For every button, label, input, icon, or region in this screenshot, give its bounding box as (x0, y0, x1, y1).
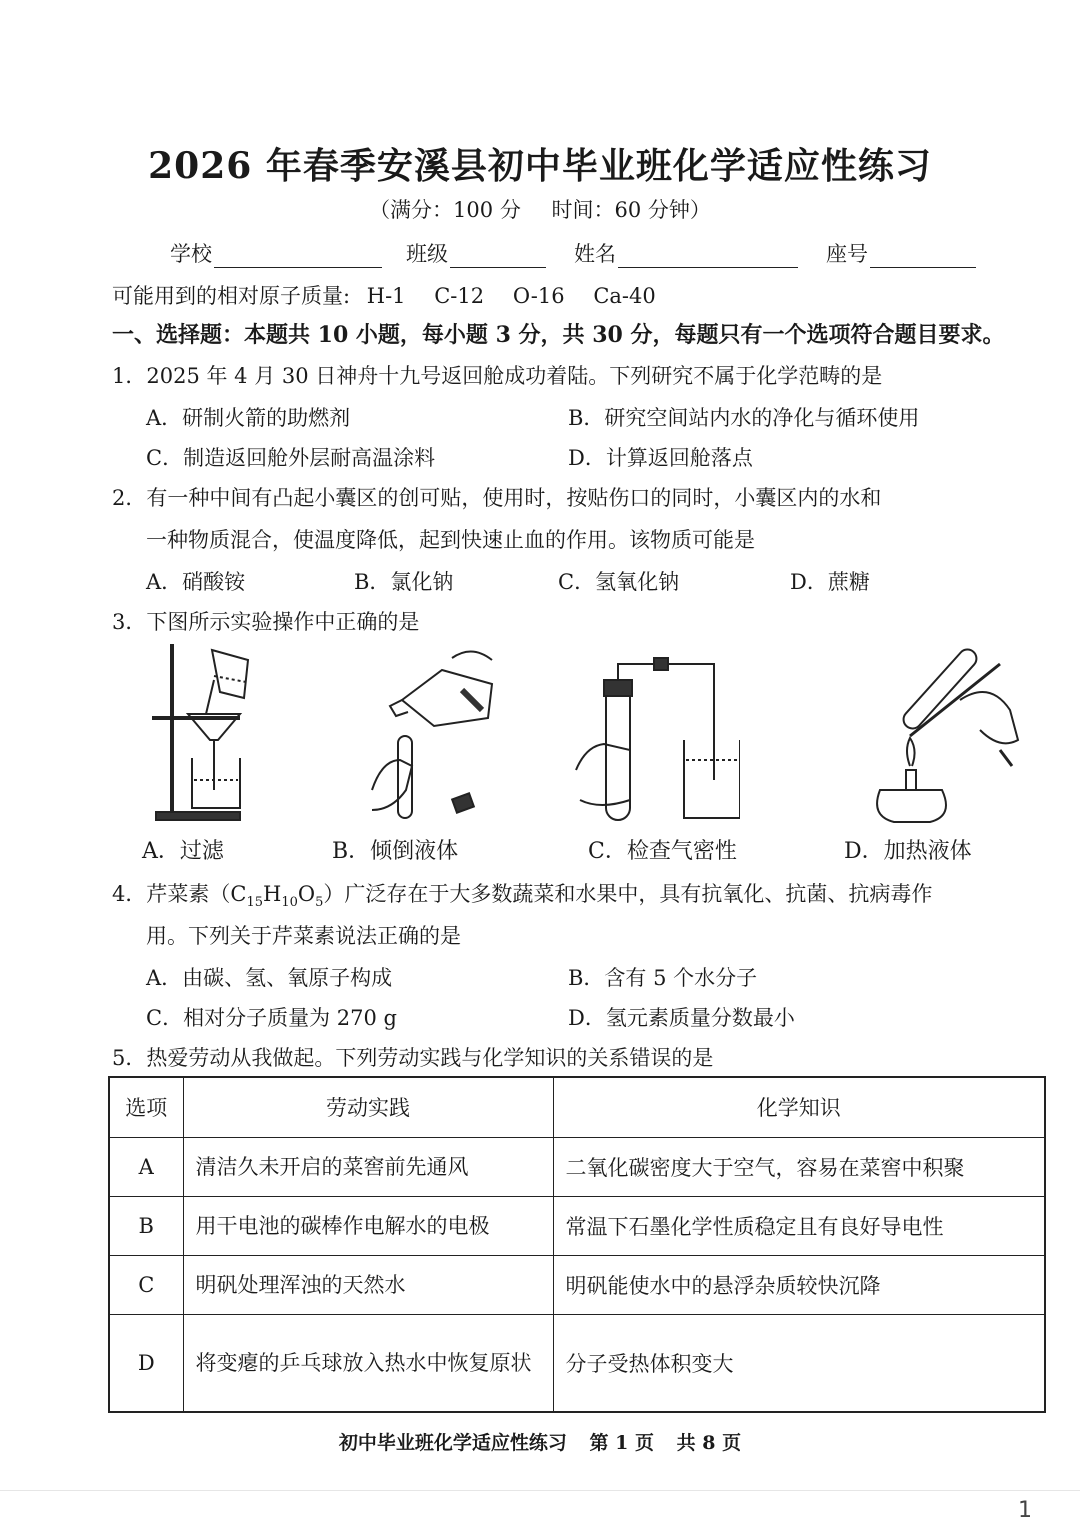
table-header-row (109, 1077, 1045, 1137)
q4-stem-suffix: ）广泛存在于大多数蔬菜和水果中，具有抗氧化、抗菌、抗病毒作 (323, 882, 933, 906)
row-practice: 将变瘪的乒乓球放入热水中恢复原状 (183, 1314, 553, 1412)
atomic-mass-item: H-1 (366, 284, 406, 308)
section-heading: 一、选择题：本题共 10 小题，每小题 3 分，共 30 分，每题只有一个选项符合题目要求。 (112, 322, 1005, 348)
q2-stem-line2: 一种物质混合，使温度降低，起到快速止血的作用。该物质可能是 (146, 528, 755, 552)
q4-option-d[interactable]: D．氢元素质量分数最小 (568, 1006, 795, 1030)
q2-option-c[interactable]: C．氢氧化钠 (558, 570, 680, 594)
q4-option-b[interactable]: B．含有 5 个水分子 (568, 966, 758, 990)
row-option: A (109, 1137, 183, 1196)
row-knowledge: 常温下石墨化学性质稳定且有良好导电性 (553, 1196, 1045, 1255)
q4-option-a[interactable]: A．由碳、氢、氧原子构成 (146, 966, 393, 990)
table-header: 选项 (109, 1077, 183, 1137)
q5-stem: 5．热爱劳动从我做起。下列劳动实践与化学知识的关系错误的是 (112, 1046, 714, 1070)
table-row[interactable] (109, 1137, 1045, 1196)
table-row[interactable] (109, 1314, 1045, 1412)
q4-option-c[interactable]: C．相对分子质量为 270 g (146, 1006, 397, 1030)
q2-option-b[interactable]: B．氯化钠 (354, 570, 454, 594)
atomic-mass-line (112, 280, 678, 310)
seat-field[interactable] (826, 238, 976, 268)
atomic-mass-item: O-16 (512, 284, 565, 308)
q2-stem-line1: 2．有一种中间有凸起小囊区的创可贴，使用时，按贴伤口的同时，小囊区内的水和 (112, 486, 882, 510)
table-row[interactable] (109, 1255, 1045, 1314)
footer-total: 共 8 页 (676, 1432, 742, 1454)
q2-option-d[interactable]: D．蔗糖 (790, 570, 870, 594)
row-practice: 清洁久未开启的菜窖前先通风 (183, 1137, 553, 1196)
class-field[interactable] (406, 238, 546, 268)
row-knowledge: 明矾能使水中的悬浮杂质较快沉降 (553, 1255, 1045, 1314)
student-info-row (170, 238, 990, 272)
class-label: 班级 (406, 242, 448, 266)
row-option: D (109, 1314, 183, 1412)
page-divider (0, 1490, 1080, 1491)
seat-label: 座号 (826, 242, 868, 266)
q4-stem-line2: 用。下列关于芹菜素说法正确的是 (146, 924, 461, 948)
table-row[interactable] (109, 1196, 1045, 1255)
pouring-diagram (342, 640, 512, 830)
table-header: 化学知识 (553, 1077, 1045, 1137)
q3-option-d[interactable]: D．加热液体 (844, 839, 972, 864)
row-option: B (109, 1196, 183, 1255)
formula-c-count: 15 (246, 895, 263, 911)
q1-option-b[interactable]: B．研究空间站内水的净化与循环使用 (568, 406, 920, 430)
table-header: 劳动实践 (183, 1077, 553, 1137)
name-label: 姓名 (574, 242, 616, 266)
formula-h-count: 10 (281, 895, 298, 911)
q3-option-c[interactable]: C．检查气密性 (588, 839, 737, 864)
seat-blank[interactable] (870, 242, 976, 268)
formula-h: H (263, 882, 282, 906)
q3-option-b[interactable]: B．倾倒液体 (332, 839, 459, 864)
row-practice: 用干电池的碳棒作电解水的电极 (183, 1196, 553, 1255)
footer-page: 第 1 页 (589, 1432, 654, 1454)
page-number: 1 (1018, 1498, 1032, 1523)
formula-c: C (230, 882, 247, 906)
school-blank[interactable] (214, 242, 382, 268)
q3-option-a[interactable]: A．过滤 (142, 839, 224, 864)
row-option: C (109, 1255, 183, 1314)
name-blank[interactable] (618, 242, 798, 268)
atomic-mass-item: Ca-40 (593, 284, 656, 308)
q1-option-d[interactable]: D．计算返回舱落点 (568, 446, 753, 470)
page-footer (0, 1428, 1080, 1455)
row-practice: 明矾处理浑浊的天然水 (183, 1255, 553, 1314)
q5-table (108, 1076, 1046, 1413)
heating-diagram (850, 640, 1020, 830)
full-score: （满分：100 分 (369, 198, 521, 222)
q4-stem (112, 878, 932, 910)
q4-stem-prefix: 4．芹菜素（ (112, 882, 231, 906)
name-field[interactable] (574, 238, 798, 268)
q1-option-c[interactable]: C．制造返回舱外层耐高温涂料 (146, 446, 436, 470)
row-knowledge: 二氧化碳密度大于空气，容易在菜窖中积聚 (553, 1137, 1045, 1196)
filtration-diagram (148, 640, 278, 830)
school-label: 学校 (170, 242, 212, 266)
formula-o: O (297, 882, 316, 906)
exam-title: 2026 年春季安溪县初中毕业班化学适应性练习 (148, 145, 932, 187)
footer-title: 初中毕业班化学适应性练习 (338, 1432, 567, 1454)
q2-option-a[interactable]: A．硝酸铵 (146, 570, 246, 594)
airtightness-diagram (570, 640, 740, 830)
atomic-mass-label: 可能用到的相对原子质量: (112, 284, 351, 308)
exam-subtitle (0, 194, 1080, 224)
class-blank[interactable] (450, 242, 546, 268)
formula-o-count: 5 (315, 895, 324, 911)
q3-figures (120, 640, 1020, 870)
q1-stem: 1．2025 年 4 月 30 日神舟十九号返回舱成功着陆。下列研究不属于化学范畴的是 (112, 364, 883, 388)
q4-formula (230, 882, 324, 911)
row-knowledge: 分子受热体积变大 (553, 1314, 1045, 1412)
school-field[interactable] (170, 238, 382, 268)
q1-option-a[interactable]: A．研制火箭的助燃剂 (146, 406, 351, 430)
q3-stem: 3．下图所示实验操作中正确的是 (112, 610, 420, 634)
exam-time: 时间：60 分钟） (551, 198, 711, 222)
atomic-mass-item: C-12 (434, 284, 485, 308)
